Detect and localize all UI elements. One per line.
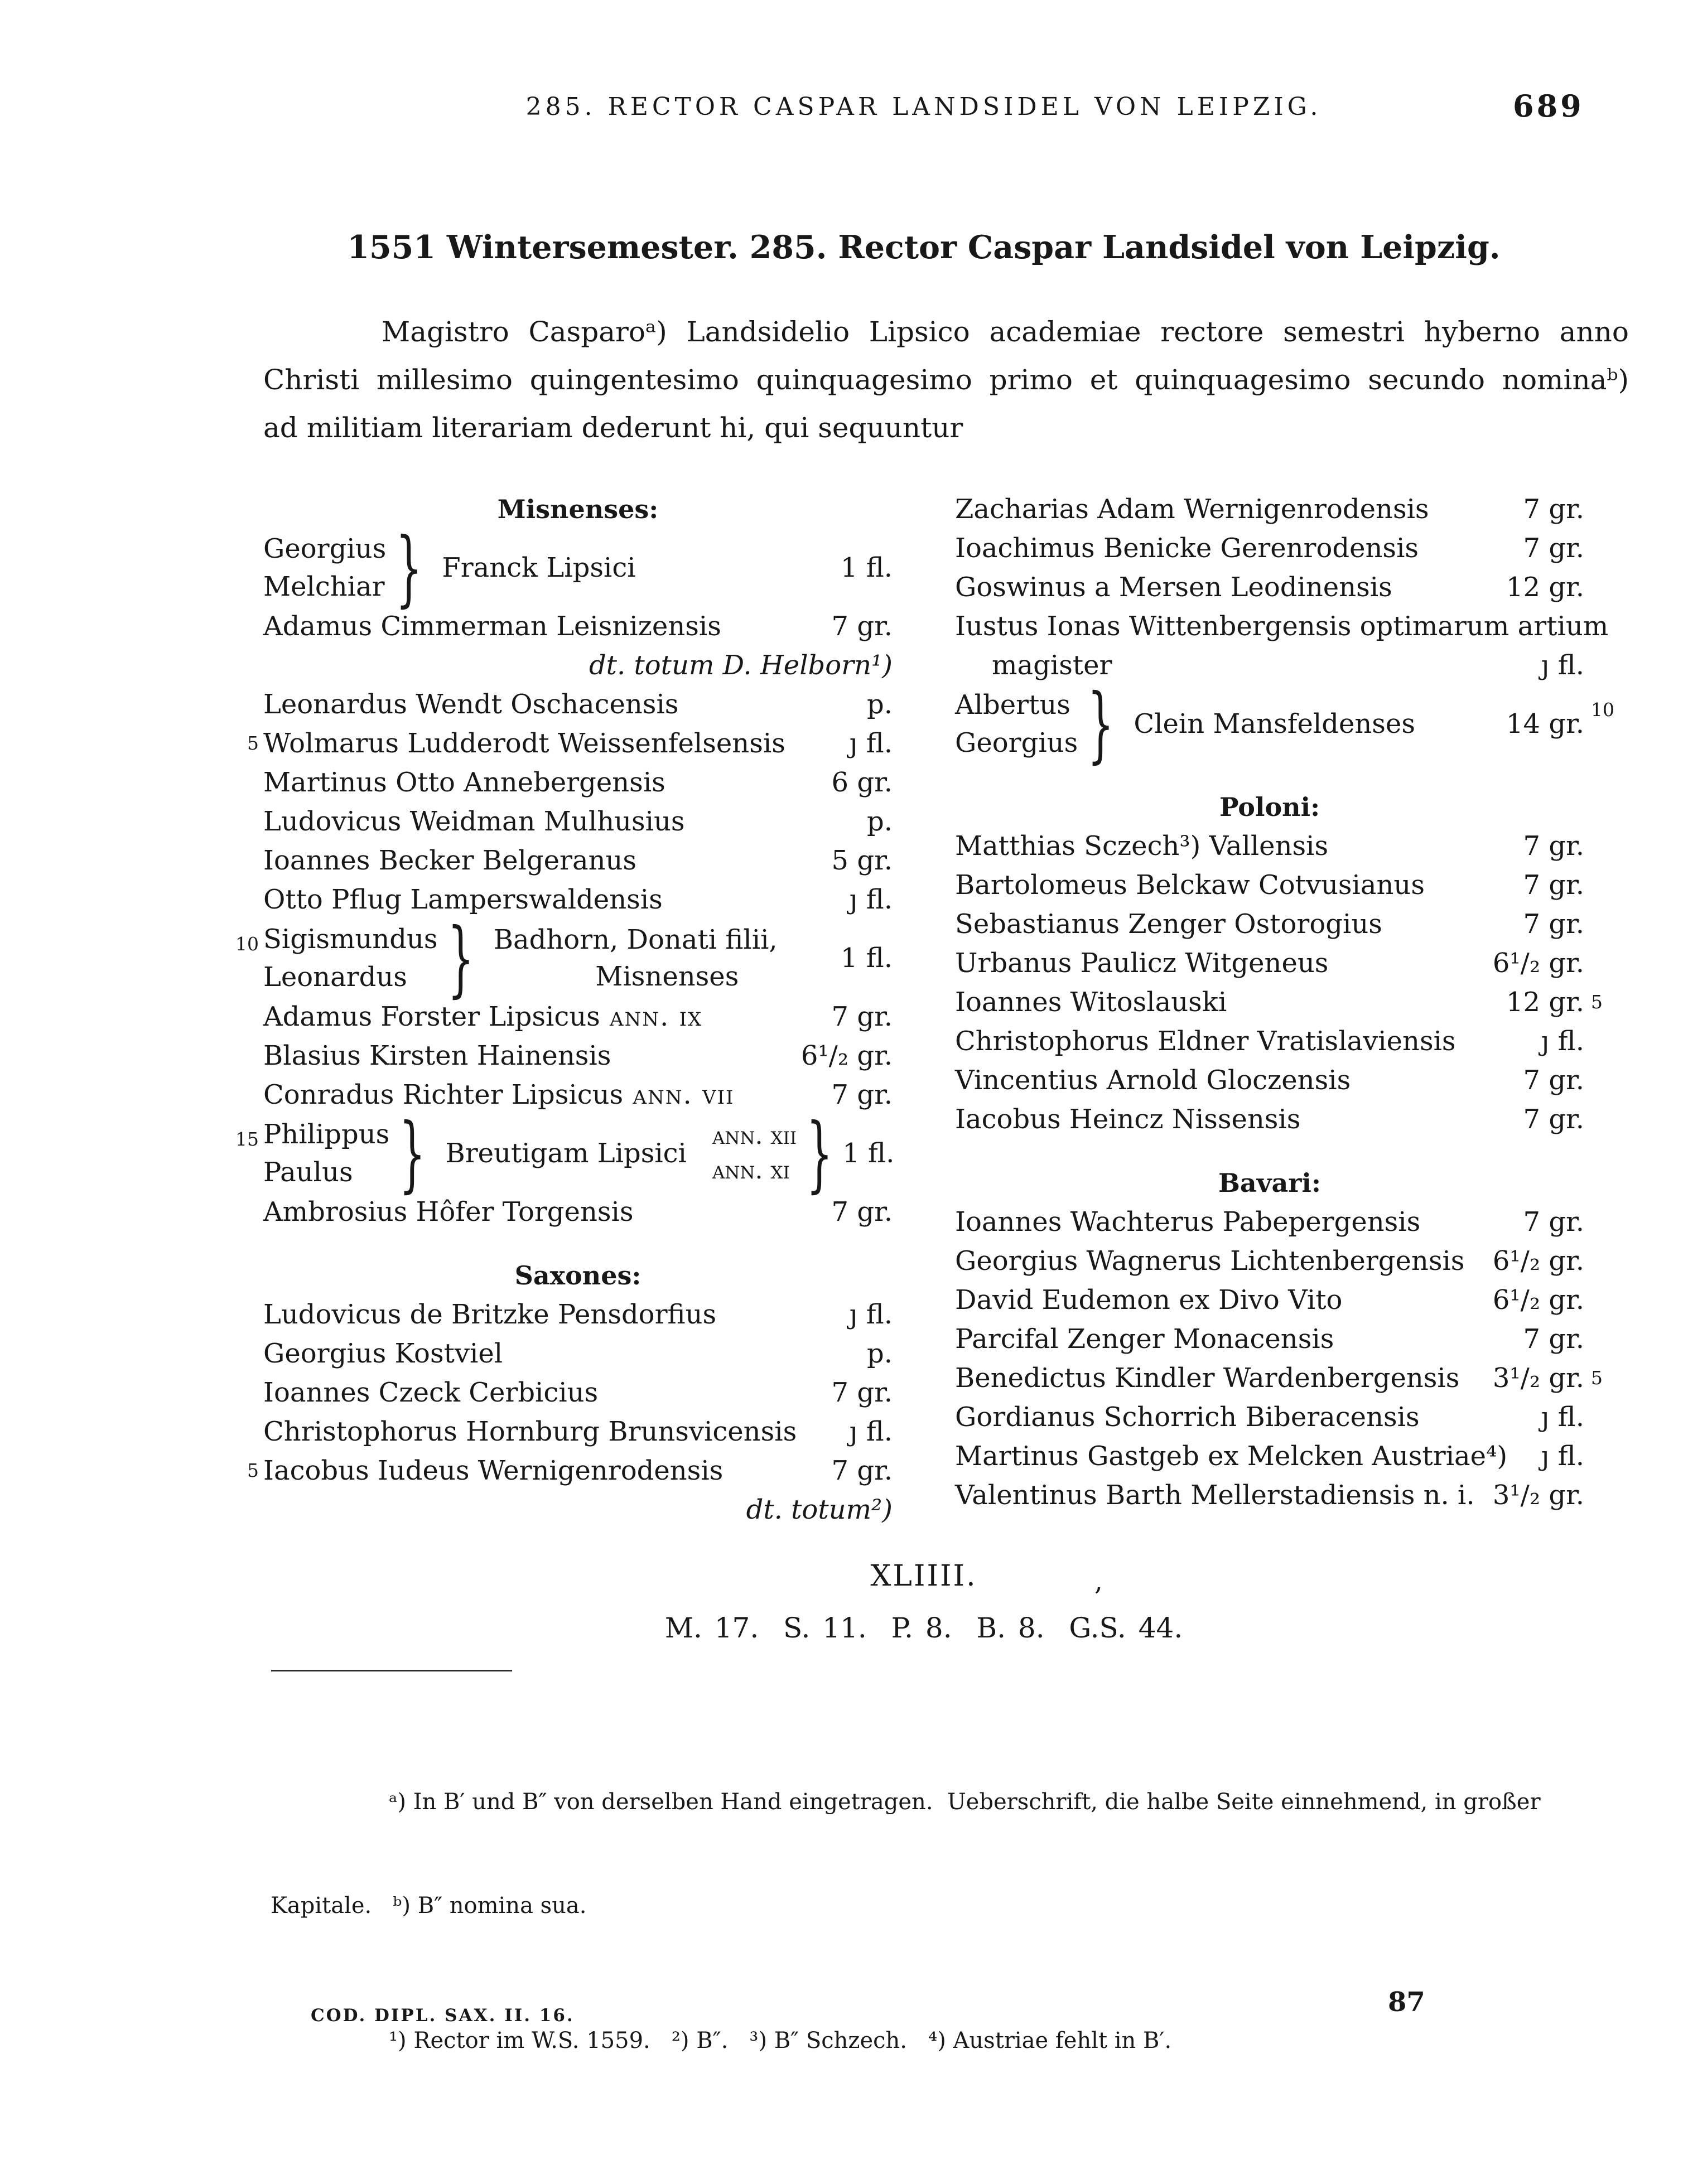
fee-value: ȷ fl.: [1541, 1441, 1584, 1472]
fee-value: 1 fl.: [840, 552, 893, 583]
fee-value: 3¹/₂ gr.: [1492, 1480, 1584, 1511]
register-row: [955, 983, 1603, 1022]
student-name: Martinus Otto Annebergensis: [263, 767, 665, 798]
fee-value: 6¹/₂ gr.: [1492, 948, 1584, 979]
student-name: Ioannes Wachterus Pabepergensis: [955, 1206, 1421, 1238]
line-number: 5: [1591, 991, 1603, 1013]
register-row: [955, 866, 1584, 905]
fee-value: 7 gr.: [831, 1196, 893, 1228]
fee-value: ȷ fl.: [849, 1416, 893, 1447]
register-row: [955, 1398, 1584, 1437]
student-name: Gordianus Schorrich Biberacensis: [955, 1402, 1420, 1433]
student-name: Leonardus Wendt Oschacensis: [263, 689, 679, 720]
intro-line: Christi millesimo quingentesimo quinquagesimo primo et quinquagesimo secundo nominaᵇ): [263, 364, 1629, 396]
student-name: Martinus Gastgeb ex Melcken Austriae⁴): [955, 1441, 1508, 1472]
register-columns: [235, 490, 1614, 1529]
register-row: [235, 910, 893, 1007]
student-name: Philippus: [263, 1119, 390, 1150]
intro-paragraph: [263, 308, 1629, 452]
register-row: [955, 1476, 1584, 1515]
student-name: Georgius Wagnerus Lichtenbergensis: [955, 1245, 1465, 1277]
register-row: [955, 1100, 1584, 1139]
footnote-numbers-line: ¹) Rector im W.S. 1559. ²) B″. ³) B″ Schzech. ⁴) Austriae fehlt in B′.: [389, 2028, 1172, 2053]
fee-value: 6¹/₂ gr.: [1492, 1245, 1584, 1277]
fee-value: 7 gr.: [1523, 533, 1584, 564]
fee-value: 7 gr.: [1523, 1206, 1584, 1238]
student-name: Goswinus a Mersen Leodinensis: [955, 572, 1392, 603]
register-row: [955, 529, 1584, 568]
group-label: Breutigam Lipsici: [445, 1138, 687, 1169]
register-row: [247, 724, 893, 763]
student-name: Urbanus Paulicz Witgeneus: [955, 948, 1329, 979]
annotation-smallcaps: ann. ix: [600, 1001, 703, 1032]
register-row: [955, 1202, 1584, 1241]
brace-icon: }: [399, 1105, 426, 1202]
fee-value: 7 gr.: [1523, 1323, 1584, 1355]
grouped-names: [955, 687, 1078, 761]
section-heading: Bavari:: [1218, 1168, 1321, 1198]
register-row: [263, 997, 893, 1036]
grouped-names: [263, 921, 438, 996]
fee-value: ȷ fl.: [1541, 650, 1584, 681]
brace-icon: }: [447, 910, 474, 1007]
fee-value: 6 gr.: [831, 767, 893, 798]
register-row: [955, 1359, 1603, 1398]
student-name: magister: [992, 650, 1112, 681]
fee-value: 5 gr.: [831, 845, 893, 876]
footnotes: [271, 1716, 1621, 2127]
fee-value: 3¹/₂ gr.: [1492, 1362, 1584, 1394]
footnote-divider: [271, 1670, 512, 1671]
fee-value: 7 gr.: [1523, 830, 1584, 862]
fee-value: ȷ fl.: [849, 1299, 893, 1330]
totals-summary: M. 17. S. 11. P. 8. B. 8. G.S. 44.: [664, 1612, 1183, 1644]
fee-value: 7 gr.: [1523, 869, 1584, 901]
register-row: [263, 646, 893, 685]
student-name: Ioannes Witoslauski: [955, 987, 1227, 1018]
student-name: Blasius Kirsten Hainensis: [263, 1040, 611, 1071]
group-label-line: Misnenses: [595, 961, 739, 992]
group-label: Franck Lipsici: [442, 552, 636, 583]
fee-value: 1 fl.: [840, 943, 893, 974]
fee-value: 1 fl.: [842, 1138, 895, 1169]
student-name: Ambrosius Hôfer Torgensis: [263, 1196, 634, 1228]
register-row: [263, 763, 893, 802]
register-row: [955, 490, 1584, 529]
student-name: Ioachimus Benicke Gerenrodensis: [955, 533, 1419, 564]
fee-value: 7 gr.: [831, 1377, 893, 1408]
student-name: Melchiar: [263, 571, 385, 602]
register-row: [263, 1036, 893, 1075]
register-row: [955, 568, 1584, 607]
page-title: 1551 Wintersemester. 285. Rector Caspar Landsidel von Leipzig.: [347, 229, 1501, 266]
student-name: Matthias Sczech³) Vallensis: [955, 830, 1329, 862]
student-name: Georgius: [955, 727, 1078, 758]
fee-value: ȷ fl.: [849, 728, 893, 759]
section-heading: Poloni:: [1219, 792, 1320, 822]
right-column: [955, 490, 1614, 1529]
student-name: Adamus Cimmerman Leisnizensis: [263, 611, 721, 642]
fee-value: 14 gr.: [1506, 708, 1584, 740]
student-name: Sebastianus Zenger Ostorogius: [955, 909, 1382, 940]
student-name: Christophorus Eldner Vratislaviensis: [955, 1026, 1456, 1057]
register-row: [955, 1281, 1584, 1320]
student-name: Parcifal Zenger Monacensis: [955, 1323, 1334, 1355]
fee-value: 12 gr.: [1506, 572, 1584, 603]
brace-icon: }: [396, 519, 423, 616]
register-row: [263, 880, 893, 919]
student-name: Ioannes Becker Belgeranus: [263, 845, 637, 876]
payment-note: dt. totum²): [746, 1494, 893, 1525]
register-row: [263, 841, 893, 880]
group-label: Clein Mansfeldenses: [1134, 708, 1415, 740]
fee-value: 12 gr.: [1506, 987, 1584, 1018]
student-name: Iacobus Iudeus Wernigenrodensis: [263, 1455, 724, 1486]
group-label-line: Badhorn, Donati filii,: [493, 924, 778, 955]
register-row: [263, 1373, 893, 1412]
fee-value: 7 gr.: [831, 1001, 893, 1032]
left-column: [235, 490, 895, 1529]
footnote-letters-line: ᵃ) In B′ und B″ von derselben Hand eingetragen. Ueberschrift, die halbe Seite einnehmend, in großer: [389, 1789, 1541, 1815]
register-row: [955, 607, 1609, 685]
footnote-letters-line: Kapitale. ᵇ) B″ nomina sua.: [271, 1893, 587, 1919]
fee-value: ȷ fl.: [849, 884, 893, 915]
student-name: Otto Pflug Lamperswaldensis: [263, 884, 663, 915]
brace-icon: }: [806, 1105, 833, 1202]
register-row: [263, 802, 893, 841]
register-row: [955, 1022, 1584, 1061]
student-name: Georgius: [263, 533, 387, 564]
fee-value: p.: [867, 806, 893, 837]
fee-value: 7 gr.: [831, 1455, 893, 1486]
register-row: [263, 685, 893, 724]
fee-value: 6¹/₂ gr.: [1492, 1284, 1584, 1316]
brace-icon: }: [1087, 675, 1115, 772]
age-annotation: ann. xi: [712, 1156, 790, 1185]
register-row: [263, 1192, 893, 1231]
register-row: [263, 1334, 893, 1373]
grouped-names: [263, 1116, 389, 1191]
page-number: 689: [1513, 88, 1584, 124]
register-row: [955, 675, 1614, 772]
student-name: Bartolomeus Belckaw Cotvusianus: [955, 869, 1425, 901]
student-name: Ludovicus de Britzke Pensdorfius: [263, 1299, 717, 1330]
student-name: Valentinus Barth Mellerstadiensis n. i.: [955, 1480, 1475, 1511]
student-name: Iustus Ionas Wittenbergensis optimarum artium: [955, 611, 1609, 642]
register-row: [955, 1437, 1584, 1476]
intro-line: ad militiam literariam dederunt hi, qui sequuntur: [263, 412, 963, 444]
section-heading: Saxones:: [514, 1260, 642, 1291]
age-annotations: [712, 1119, 797, 1188]
register-row: [247, 1451, 893, 1490]
sheet-signature: 87: [1388, 1987, 1425, 2018]
register-row: [263, 607, 893, 646]
student-name: Conradus Richter Lipsicus ann. vii: [263, 1079, 735, 1110]
line-number: 10: [1591, 699, 1614, 721]
student-name: Sigismundus: [263, 924, 438, 955]
fee-value: 7 gr.: [831, 611, 893, 642]
line-number: 5: [1591, 1367, 1603, 1389]
fee-value: 7 gr.: [1523, 494, 1584, 525]
line-number: 5: [247, 732, 259, 754]
register-row: [955, 905, 1584, 944]
register-row: [263, 1075, 893, 1114]
fee-value: 7 gr.: [1523, 909, 1584, 940]
student-name: Vincentius Arnold Gloczensis: [955, 1065, 1351, 1096]
grouped-names: [263, 530, 386, 605]
annotation-smallcaps: ann. vii: [623, 1079, 735, 1110]
register-row: [263, 1295, 893, 1334]
student-name: Ludovicus Weidman Mulhusius: [263, 806, 685, 837]
register-row: [955, 827, 1584, 866]
fee-value: p.: [867, 1338, 893, 1369]
section-heading: Misnenses:: [497, 494, 659, 524]
fee-value: 7 gr.: [1523, 1065, 1584, 1096]
group-label: [494, 921, 841, 995]
running-header: [263, 93, 1584, 121]
register-row: [955, 944, 1584, 983]
student-name: Albertus: [955, 689, 1070, 721]
student-name: Georgius Kostviel: [263, 1338, 503, 1369]
register-row: [955, 1061, 1584, 1100]
student-name: David Eudemon ex Divo Vito: [955, 1284, 1343, 1316]
payment-note: dt. totum D. Helborn¹): [589, 650, 893, 681]
student-name: Wolmarus Ludderodt Weissenfelsensis: [263, 728, 785, 759]
intro-line: Magistro Casparoᵃ) Landsidelio Lipsico academiae rectore semestri hyberno anno: [382, 316, 1629, 348]
register-row: [955, 1320, 1584, 1359]
student-name-continuation: [955, 646, 1584, 685]
fee-value: 6¹/₂ gr.: [800, 1040, 893, 1071]
series-imprint: COD. DIPL. SAX. II. 16.: [311, 2006, 575, 2026]
register-row: [235, 1105, 895, 1202]
student-name: Adamus Forster Lipsicus ann. ix: [263, 1001, 703, 1032]
register-row: [263, 1490, 893, 1529]
register-row: [263, 1412, 893, 1451]
student-name: Zacharias Adam Wernigenrodensis: [955, 494, 1429, 525]
student-name: Paulus: [263, 1157, 353, 1188]
running-header-text: 285. RECTOR CASPAR LANDSIDEL VON LEIPZIG.: [525, 93, 1322, 121]
student-name: Benedictus Kindler Wardenbergensis: [955, 1362, 1460, 1394]
stray-mark: ,: [1094, 1566, 1103, 1596]
fee-value: ȷ fl.: [1541, 1402, 1584, 1433]
fee-value: p.: [867, 689, 893, 720]
register-row: [263, 519, 893, 616]
fee-value: 7 gr.: [831, 1079, 893, 1110]
age-annotation: ann. xii: [712, 1122, 797, 1150]
line-number: 15: [235, 1128, 259, 1150]
fee-value: 7 gr.: [1523, 1104, 1584, 1135]
student-name: Christophorus Hornburg Brunsvicensis: [263, 1416, 797, 1447]
register-row: [955, 1241, 1584, 1281]
line-number: 5: [247, 1460, 259, 1481]
fee-value: ȷ fl.: [1541, 1026, 1584, 1057]
student-name: Ioannes Czeck Cerbicius: [263, 1377, 599, 1408]
totals-roman-numeral: XLIIII.: [870, 1559, 977, 1593]
student-name: Iacobus Heincz Nissensis: [955, 1104, 1301, 1135]
student-name: Leonardus: [263, 961, 407, 993]
line-number: 10: [235, 933, 259, 955]
